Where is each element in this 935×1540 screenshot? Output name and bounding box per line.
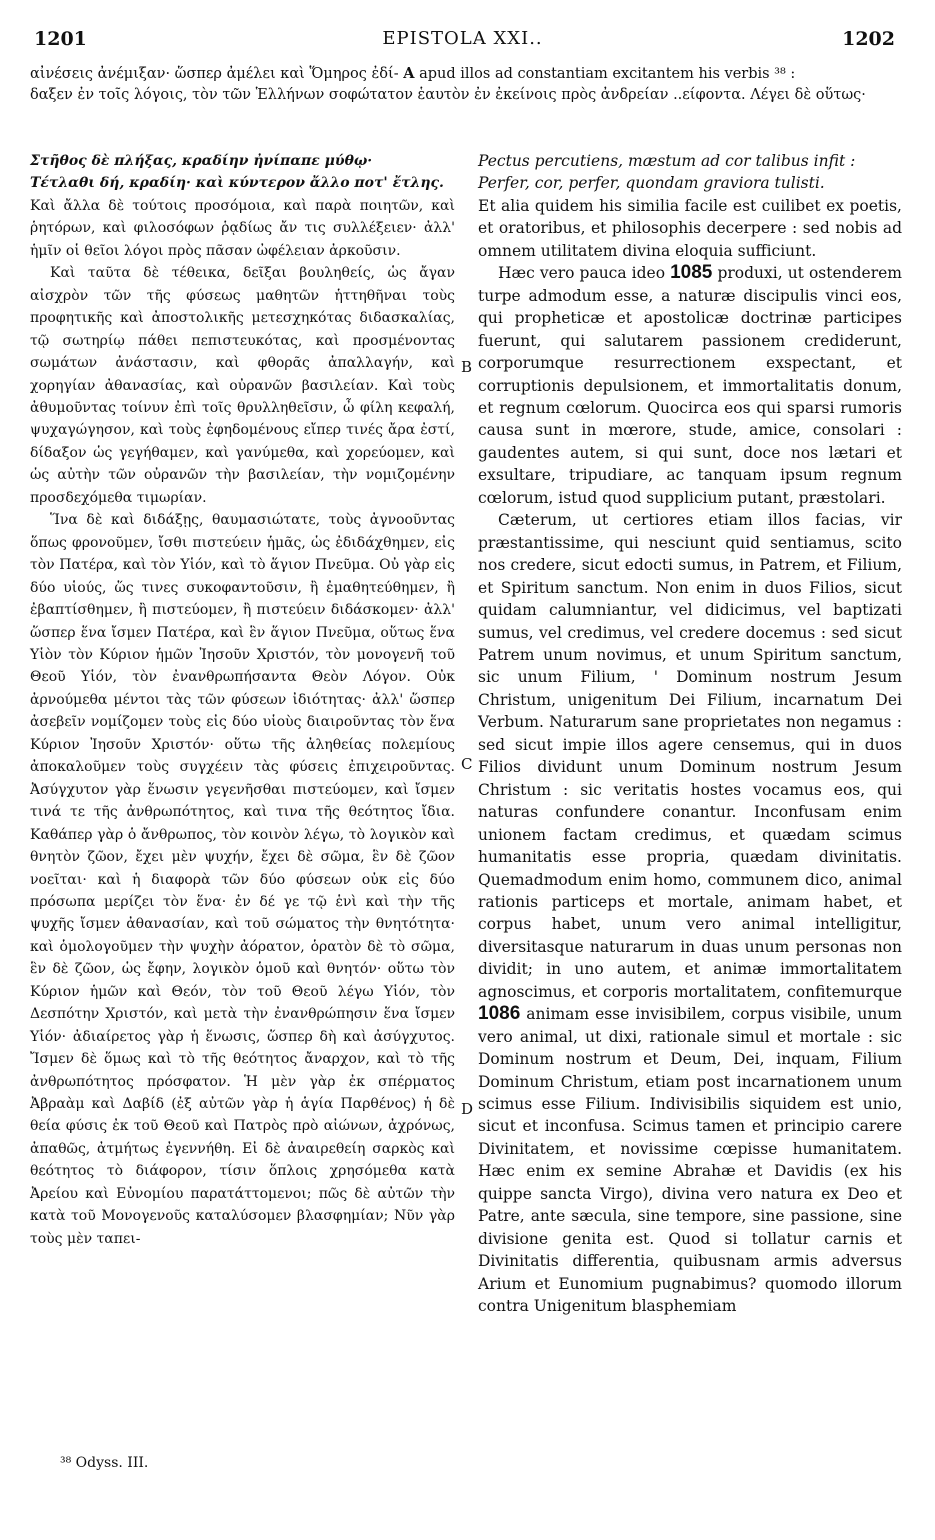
greek-verse-2: Τέτλαθι δή, κραδίη· καὶ κύντερον ἄλλο ποτ' ἔτλης. (30, 175, 444, 192)
margin-marker-b: B (461, 358, 473, 376)
greek-verse-1: Στῆθος δὲ πλήξας, κραδίην ἠνίπαπε μύθῳ· (30, 153, 373, 169)
greek-column (30, 150, 455, 1250)
margin-marker-c: C (461, 755, 473, 773)
column-number-1085: 1085 (670, 262, 713, 284)
latin-paragraph-2-rest: produxi, ut ostenderem turpe admodum esse, a naturæ discipulis vinci eos, qui propheticæ et apostolicæ doctrinæ participes fuerunt, qui salutarem passionem crediderunt, corporumque resurrectionem exspectant, et corruptionis depulsionem, et immortalitatis donum, et regnum cœlorum. Quocirca eos qui sparsi rumoris causa sunt in mœrore, stude, amice, consolari : gaudentes autem, si qui sunt, doce nos lætari et exsultare, tripudiare, ac tanquam ipsum regnum cœlorum, istud quod supplicium putant, præstolari. (478, 264, 903, 507)
latin-verse-2: Perfer, cor, perfer, quondam graviora tulisti. (478, 174, 825, 193)
latin-paragraph-2-start: Hæc vero pauca ideo (498, 264, 666, 283)
margin-marker-a: A (403, 65, 415, 82)
latin-paragraph-2 (478, 262, 902, 509)
greek-paragraph-2: Καὶ ταῦτα δὲ τέθεικα, δεῖξαι βουληθείς, ὡς ἄγαν αἰσχρὸν τῶν τῆς φύσεως μαθητῶν ἡττηθῆναι τοὺς προφητικῆς καὶ ἀποστολικῆς μετεσχηκότας διδασκαλίας, τῷ σωτηρίῳ πάθει πεπιστευκότας, καὶ προσμένοντας σωμάτων ἀνάστασιν, καὶ φθορᾶς ἀπαλλαγήν, καὶ χορηγίαν ἀθανασίας, καὶ οὐρανῶν βασιλείαν. Καὶ τοὺς ἀθυμοῦντας τοίνυν ἐπὶ τοῖς θρυλληθεῖσιν, ὦ φίλη κεφαλή, ψυχαγώγησον, καὶ τοὺς ἐφηδομένους εἴπερ τινές ἄρα ἐστί, δίδαξον ὡς γεγήθαμεν, καὶ γανύμεθα, καὶ χορεύομεν, καὶ ὡς αὐτὴν τῶν οὐρανῶν τὴν βασιλείαν, τὴν νομιζομένην προσδεχόμεθα τιμωρίαν. (30, 265, 455, 506)
left-page-number: 1201 (34, 28, 87, 50)
opening-lines (30, 63, 902, 106)
opening-greek-line-2: δαξεν ἐν τοῖς λόγοις, τὸν τῶν Ἑλλήνων σοφώτατον ἑαυτὸν ἐν ἐκείνοις πρὸς ἀνδρείαν ..είφοντα. Λέγει δὲ οὕτως· (30, 87, 866, 103)
latin-paragraph-3 (478, 509, 902, 1317)
opening-greek-line-1: αἰνέσεις ἀνέμιξαν· ὥσπερ ἀμέλει καὶ Ὅμηρος ἐδί- (30, 66, 399, 82)
latin-verse-1: Pectus percutiens, mæstum ad cor talibus infit : (478, 152, 856, 170)
latin-paragraph-1: Et alia quidem his similia facile est cuilibet ex poetis, et oratoribus, et philosophis decerpere : sed nobis ad omnem utilitatem divina eloquia sufficiunt. (478, 196, 902, 260)
latin-column (478, 150, 902, 1318)
footnote: ³⁸ Odyss. III. (60, 1455, 149, 1471)
margin-marker-d: D (461, 1100, 474, 1118)
page-header (30, 28, 895, 58)
right-page-number: 1202 (842, 28, 895, 50)
latin-paragraph-3-start: Cæterum, ut certiores etiam illos facias, vir præstantissime, qui nesciunt quid sentiamus, scito nos credere, sicut edocti sumus, in Patrem, et Filium, et Spiritum sanctum. Non enim in duos Filios, sicut quidam calumniantur, vel didicimus, vel baptizati sumus, vel credimus, vel credere docemus : sed sicut Patrem unum novimus, et unum Spiritum sanctum, sic unum Filium, ' Dominum nostrum Jesum Christum, unigenitum Dei Filium, incarnatum Dei Verbum. Naturarum sane proprietates non negamus : sed sicut impie illos agere censemus, qui in duos Filios dividunt unum Dominum nostrum Jesum Christum : sic veritatis hostes vocamus eos, qui naturas confundere conantur. Inconfusam enim unionem factam credimus, et quædam scimus humanitatis esse propria, quædam divinitatis. Quemadmodum enim homo, communem dico, animal rationis particeps et mortale, animam habet, et corpus habet, unum vero animal intelligitur, diversitasque naturarum in duas unum personas non dividit; in uno autem, et animæ immortalitatem agnoscimus, et corporis mortalitatem, confitemurque (478, 511, 902, 1001)
opening-latin-line-1: apud illos ad constantiam excitantem his verbis ³⁸ : (419, 66, 796, 82)
column-number-1086: 1086 (478, 1003, 521, 1025)
greek-paragraph-1: Καὶ ἄλλα δὲ τούτοις προσόμοια, καὶ παρὰ ποιητῶν, καὶ ῥητόρων, καὶ φιλοσόφων ῥᾳδίως ἄν τις συλλέξειεν· ἀλλ' ἡμῖν οἱ θεῖοι λόγοι πρὸς πᾶσαν ὠφέλειαν ἀρκοῦσιν. (30, 197, 455, 259)
running-title: EPISTOLA XXI.. (382, 28, 543, 49)
greek-paragraph-3: Ἵνα δὲ καὶ διδάξῃς, θαυμασιώτατε, τοὺς ἀγνοοῦντας ὅπως φρονοῦμεν, ἴσθι πιστεύειν ἡμᾶς, ὡς ἐδιδάχθημεν, εἰς τὸν Πατέρα, καὶ τὸν Υἱόν, καὶ τὸ ἅγιον Πνεῦμα. Οὐ γὰρ εἰς δύο υἱούς, ὥς τινες συκοφαντοῦσιν, ἢ ἐμαθητεύθημεν, ἢ ἐβαπτίσθημεν, ἢ πιστεύομεν, ἢ πιστεύειν διδάσκομεν· ἀλλ' ὥσπερ ἕνα ἴσμεν Πατέρα, καὶ ἓν ἅγιον Πνεῦμα, οὕτως ἕνα Υἱὸν τὸν Κύριον ἡμῶν Ἰησοῦν Χριστόν, τὸν μονογενῆ τοῦ Θεοῦ Υἱόν, τὸν ἐνανθρωπήσαντα Θεὸν Λόγον. Οὐκ ἀρνούμεθα μέντοι τὰς τῶν φύσεων ἰδιότητας· ἀλλ' ὥσπερ ἀσεβεῖν νομίζομεν τοὺς εἰς δύο υἱοὺς διαιροῦντας τὸν ἕνα Κύριον Ἰησοῦν Χριστόν· οὕτω τῆς ἀληθείας πολεμίους ἀποκαλοῦμεν τοὺς συγχέειν τὰς φύσεις ἐπιχειροῦντας. Ἀσύγχυτον γὰρ ἕνωσιν γεγενῆσθαι πιστεύομεν, καὶ ἴσμεν τινά τε τῆς ἀνθρωπότητος, καὶ τινα τῆς θεότητος ἴδια. Καθάπερ γὰρ ὁ ἄνθρωπος, τὸν κοινὸν λέγω, τὸ λογικὸν καὶ θνητὸν ζῶον, ἔχει μὲν ψυχήν, ἔχει δὲ σῶμα, ἓν δὲ ζῶον νοεῖται· καὶ ἡ διαφορὰ τῶν δύο φύσεων οὐκ εἰς δύο πρόσωπα μερίζει τὸν ἕνα· ἐν δέ γε τῷ ἑνὶ καὶ τὴν τῆς ψυχῆς ἴσμεν ἀθανασίαν, καὶ τοῦ σώματος τὴν θνητότητα· καὶ ὁμολογοῦμεν τὴν ψυχὴν ἀόρατον, ὁρατὸν δὲ τὸ σῶμα, ἓν δὲ ζῶον, ὡς ἔφην, λογικὸν ὁμοῦ καὶ θνητόν· οὕτω τὸν Κύριον ἡμῶν καὶ Θεόν, τὸν τοῦ Θεοῦ λέγω Υἱόν, τὸν Δεσπότην Χριστόν, καὶ μετὰ τὴν ἐνανθρώπησιν ἕνα ἴσμεν Υἱόν· ἀδιαίρετος γὰρ ἡ ἕνωσις, ὥσπερ δὴ καὶ ἀσύγχυτος. Ἴσμεν δὲ ὅμως καὶ τὸ τῆς θεότητος ἄναρχον, καὶ τὸ τῆς ἀνθρωπότητος πρόσφατον. Ἡ μὲν γὰρ ἐκ σπέρματος Ἀβραὰμ καὶ Δαβίδ (ἐξ αὐτῶν γὰρ ἡ ἁγία Παρθένος) ἡ δὲ θεία φύσις ἐκ τοῦ Θεοῦ καὶ Πατρὸς πρὸ αἰώνων, ἀχρόνως, ἀπαθῶς, ἀτμήτως ἐγεννήθη. Εἰ δὲ ἀναιρεθείη σαρκὸς καὶ θεότητος τὸ διάφορον, τίσιν ὅπλοις χρησόμεθα κατὰ Ἀρείου καὶ Εὐνομίου παρατάττομενοι; πῶς δὲ αὐτῶν τὴν κατὰ τοῦ Μονογενοῦς καταλύσομεν βλασφημίαν; Νῦν γὰρ τοὺς μὲν ταπει- (30, 512, 455, 1247)
latin-paragraph-3-rest: animam esse invisibilem, corpus visibile, unum vero animal, ut dixi, rationale simul et mortale : sic Dominum nostrum et Deum, Dei, inquam, Filium Dominum Christum, etiam post incarnationem unum scimus esse Filium. Indivisibilis siquidem est unio, sicut et inconfusa. Scimus tamen et principio carere Divinitatem, et novissime cœpisse humanitatem. Hæc enim ex semine Abrahæ et Davidis (ex his quippe sancta Virgo), divina vero natura ex Deo et Patre, ante sæcula, sine tempore, sine passione, sine divisione genita est. Quod si tollatur carnis et Divinitatis differentia, quibusnam armis adversus Arium et Eunomium pugnabimus? quomodo illorum contra Unigenitum blasphemiam (478, 1005, 902, 1316)
